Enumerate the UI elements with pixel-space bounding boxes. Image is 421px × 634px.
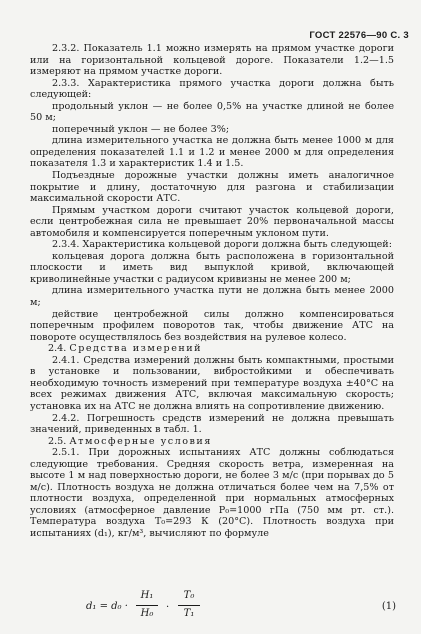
paragraph-2-5-1: 2.5.1. При дорожных испытаниях АТС должны соблюдаться следующие требования. Средняя скорость ветра, измеренная на высоте 1 м над поверхностью дороги, не более 3 м/с (при порывах до 5 м/с). Плотность воздуха не должна отличаться более чем на 7,5% от плотности воздуха, определенной при нормальных атмосферных условиях (атмосферное давление P₀=1000 гПа (750 мм рт. ст.). Температура воздуха T₀=293 К (20°С). Плотность воздуха при испытаниях (d₁), кг/м³, вычисляют по формуле — [30, 447, 394, 539]
paragraph-straight-section: Прямым участком дороги считают участок кольцевой дороги, если центробежная сила не превышает 20% первоначальной массы автомобиля и компенсируется поперечным уклоном пути. — [30, 204, 394, 239]
density-formula — [86, 590, 396, 626]
paragraph-2-4-1: 2.4.1. Средства измерений должны быть компактными, простыми в установке и пользовании, вибростойкими и обеспечивать необходимую точность измерений при температуре воздуха ±40°С на всех режимах движения АТС, включая максимальную скорость; установка их на АТС не должна влиять на сопротивление движению. — [30, 354, 394, 412]
formula-fraction-pressure — [136, 590, 158, 621]
paragraph-longitudinal-slope: продольный уклон — не более 0,5% на участке длиной не более 50 м; — [30, 100, 394, 124]
paragraph-ring-road: кольцевая дорога должна быть расположена в горизонтальной плоскости и иметь вид выпуклой кривой, включающей криволинейные участки с радиусом кривизны не менее 200 м; — [30, 250, 394, 285]
document-body — [30, 43, 394, 540]
paragraph-2-3-2: 2.3.2. Показатель 1.1 можно измерять на прямом участке дороги или на горизонтальной кольцевой дороге. Показатели 1.2—1.5 измеряют на прямом участке дороги. — [30, 43, 394, 78]
paragraph-transverse-slope: поперечный уклон — не более 3%; — [52, 123, 230, 135]
formula-lhs: d₁ = d₀ · — [86, 601, 128, 612]
paragraph-approach-sections: Подъездные дорожные участки должны иметь аналогичное покрытие и длину, достаточную для разгона и стабилизации максимальной скорости АТС. — [30, 170, 394, 205]
section-title: Средства измерений — [69, 343, 203, 355]
formula-multiply: · — [166, 602, 170, 613]
formula-numerator: H₁ — [140, 590, 154, 601]
formula-numerator: T₀ — [183, 590, 195, 601]
page-header: ГОСТ 22576—90 С. 3 — [309, 30, 409, 41]
formula-denominator: H₀ — [140, 608, 154, 619]
formula-denominator: T₁ — [183, 608, 195, 619]
paragraph-2-3-3: 2.3.3. Характеристика прямого участка дороги должна быть следующей: — [30, 77, 394, 101]
formula-fraction-temperature — [178, 590, 200, 621]
paragraph-2-4-2: 2.4.2. Погрешность средств измерений не должна превышать значений, приведенных в табл. 1. — [30, 412, 394, 436]
section-number: 2.5. — [48, 435, 67, 447]
section-title: Атмосферные условия — [69, 435, 212, 447]
fraction-bar — [178, 605, 200, 606]
paragraph-ring-length: длина измерительного участка пути не должна быть менее 2000 м; — [30, 285, 394, 309]
section-heading-2-5 — [30, 436, 394, 448]
paragraph-2-3-4: 2.3.4. Характеристика кольцевой дороги должна быть следующей: — [52, 239, 392, 251]
section-heading-2-4 — [30, 343, 394, 355]
fraction-bar — [136, 605, 158, 606]
formula-number: (1) — [381, 601, 396, 612]
paragraph-measuring-length: длина измерительного участка не должна быть менее 1000 м для определения показателей 1.1 и 1.2 и менее 2000 м для определения показателя 1.3 и характеристик 1.4 и 1.5. — [30, 135, 394, 170]
section-number: 2.4. — [48, 343, 67, 355]
paragraph-centrifugal: действие центробежной силы должно компенсироваться поперечным профилем поворотов так, чтобы движение АТС на повороте осуществлялось без воздействия на рулевое колесо. — [30, 308, 394, 343]
